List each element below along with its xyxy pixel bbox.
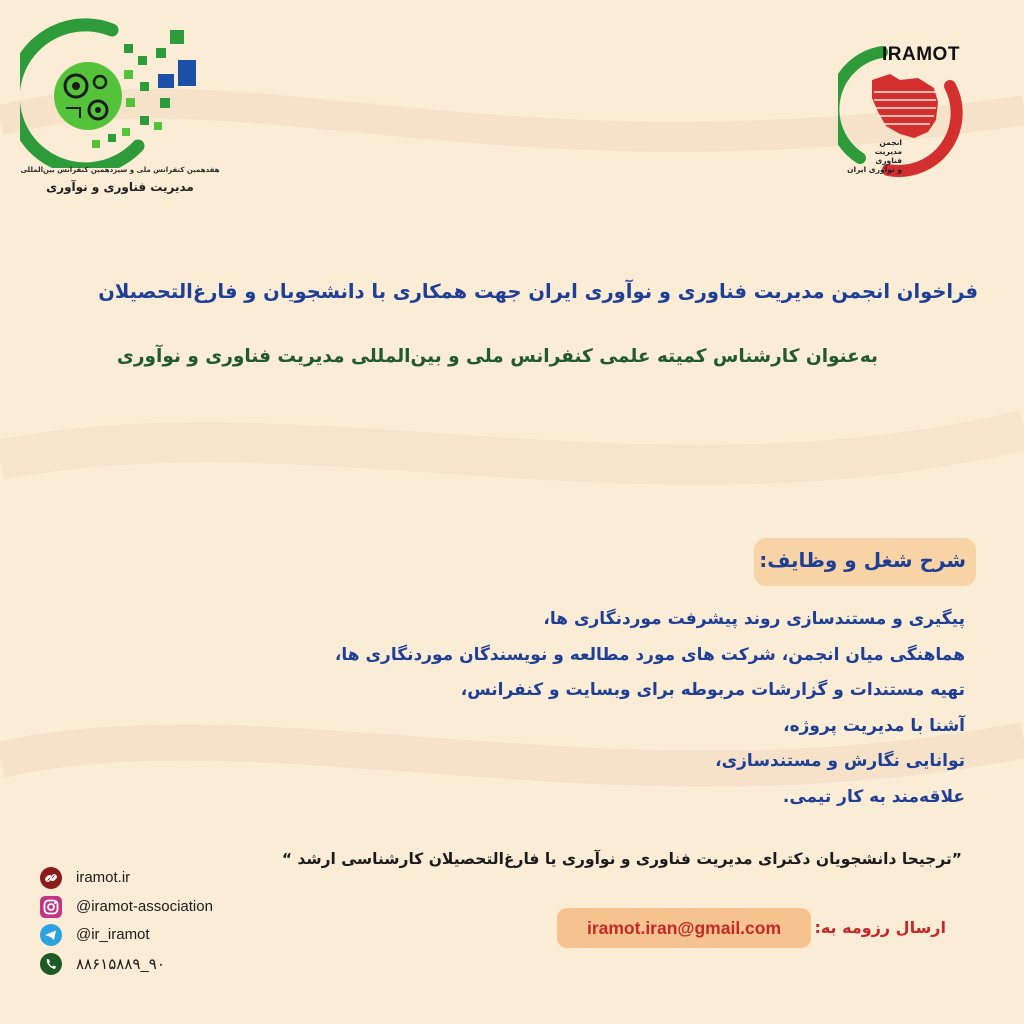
page-subtitle: به‌عنوان کارشناس کمیته علمی کنفرانس ملی و بین‌المللی مدیریت فناوری و نوآوری (116, 346, 878, 367)
email-link[interactable]: iramot.iran@gmail.com (586, 918, 782, 938)
email-badge[interactable] (557, 908, 811, 948)
conference-logo (20, 18, 230, 198)
conference-logo-line2: مدیریت فناوری و نوآوری (46, 180, 194, 194)
contact-text: @iramot-association (76, 897, 213, 915)
iramot-subtitle-line: مدیریت فناوری (874, 147, 902, 165)
contact-telegram[interactable] (40, 923, 280, 951)
contact-list (40, 866, 280, 980)
duty-item: توانایی نگارش و مستندسازی، (715, 751, 965, 771)
iramot-subtitle-line: و نوآوری ایران (847, 165, 902, 174)
duty-item: پیگیری و مستندسازی روند پیشرفت موردنگاری ها، (543, 609, 965, 629)
page-title: فراخوان انجمن مدیریت فناوری و نوآوری ایران جهت همکاری با دانشجویان و فارغ‌التحصیلان (98, 280, 978, 303)
iramot-subtitle-line: انجمن (879, 138, 902, 147)
iramot-wordmark: IRAMOT (882, 44, 960, 65)
duties-list (220, 602, 965, 815)
contact-text: iramot.ir (76, 869, 131, 886)
contact-phone[interactable] (40, 952, 280, 980)
website-icon (40, 867, 62, 889)
duties-heading: شرح شغل و وظایف: (759, 548, 966, 572)
contact-text: @ir_iramot (76, 926, 150, 943)
contact-instagram[interactable] (40, 895, 280, 923)
telegram-icon (40, 924, 62, 946)
send-resume-label: ارسال رزومه به: (814, 918, 946, 937)
contact-website[interactable] (40, 866, 280, 894)
conference-logo-line1: هفدهمین کنفرانس ملی و سیزدهمین کنفرانس بین‌المللی (20, 166, 220, 174)
duty-item: تهیه مستندات و گزارشات مربوطه برای وبسایت و کنفرانس، (460, 680, 965, 700)
duties-heading-box (754, 538, 976, 586)
duty-item: علاقه‌مند به کار تیمی. (782, 786, 965, 807)
duty-item: هماهنگی میان انجمن، شرکت های مورد مطالعه و نویسندگان موردنگاری ها، (334, 644, 965, 665)
duty-item: آشنا با مدیریت پروژه، (783, 715, 965, 736)
phone-icon (40, 953, 62, 975)
iramot-subtitle (846, 138, 902, 174)
preference-note: ”ترجیحا دانشجویان دکترای مدیریت فناوری و نوآوری یا فارغ‌التحصیلان کارشناسی ارشد “ (281, 850, 962, 868)
contact-text: ۸۸۶۱۵۸۸۹_۹۰ (76, 955, 165, 973)
iramot-logo (838, 40, 988, 180)
instagram-icon (40, 896, 62, 918)
gears-circle-logo-icon (20, 18, 230, 168)
